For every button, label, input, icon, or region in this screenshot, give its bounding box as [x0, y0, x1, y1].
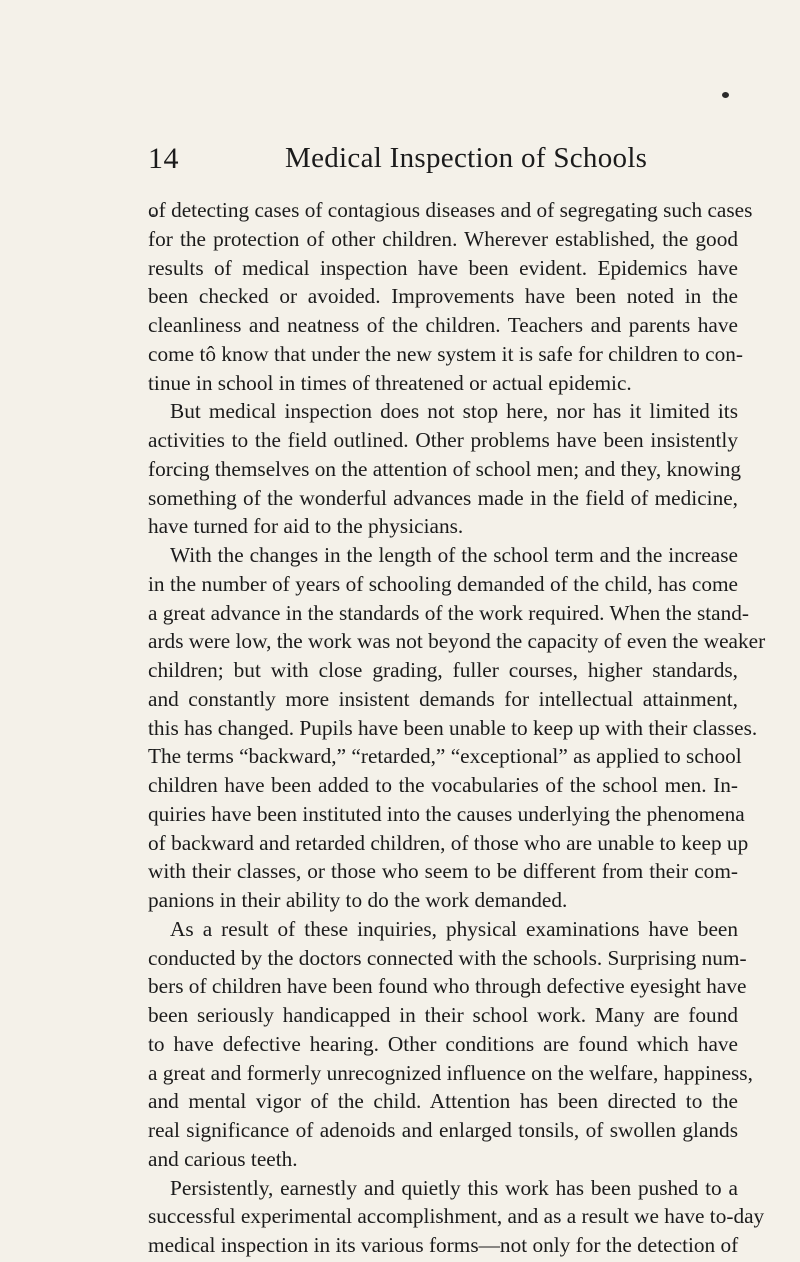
text-line: been seriously handicapped in their school work. Many are found — [148, 1003, 738, 1027]
text-line: of backward and retarded children, of those who are unable to keep up — [148, 830, 749, 855]
body-text — [148, 196, 766, 1260]
text-line: forcing themselves on the attention of school men; and they, knowing — [148, 456, 742, 481]
text-line: with their classes, or those who seem to be different from their com- — [148, 859, 738, 884]
text-line: children; but with close grading, fuller courses, higher standards, — [148, 658, 738, 682]
paragraph — [148, 541, 766, 915]
text-line: and mental vigor of the child. Attention has been directed to the — [148, 1089, 738, 1114]
text-line: something of the wonderful advances made in the field of medicine, — [148, 485, 738, 510]
text-line: medical inspection in its various forms—not only for the detection of — [148, 1233, 739, 1257]
text-line: a great advance in the standards of the work required. When the stand- — [148, 600, 750, 625]
paragraph — [148, 1174, 765, 1260]
paragraph — [148, 196, 753, 397]
text-line: been checked or avoided. Improvements have been noted in the — [148, 284, 738, 309]
text-line: activities to the field outlined. Other problems have been insistently — [148, 428, 738, 452]
ink-speck — [722, 92, 729, 98]
text-line: come tô know that under the new system it is safe for children to con- — [148, 341, 743, 366]
text-line: successful experimental accomplishment, and as a result we have to-day — [148, 1204, 765, 1229]
text-line: The terms “backward,” “retarded,” “exceptional” as applied to school — [148, 744, 742, 769]
running-header — [148, 142, 738, 186]
paragraph — [148, 915, 753, 1174]
text-line: But medical inspection does not stop here, nor has it limited its — [170, 399, 738, 424]
text-line: Persistently, earnestly and quietly this work has been pushed to a — [170, 1175, 738, 1200]
text-line: for the protection of other children. Wherever established, the good — [148, 226, 738, 251]
text-line: conducted by the doctors connected with the schools. Surprising num- — [148, 945, 747, 970]
text-line: tinue in school in times of threatened or actual epidemic. — [148, 370, 632, 395]
text-line: and carious teeth. — [148, 1146, 298, 1171]
text-line: of detecting cases of contagious diseases and of segregating such cases — [148, 198, 753, 222]
paragraph — [148, 397, 742, 541]
text-line: quiries have been instituted into the causes underlying the phenomena — [148, 801, 745, 826]
text-line: As a result of these inquiries, physical examinations have been — [170, 916, 738, 941]
text-line: panions in their ability to do the work demanded. — [148, 888, 568, 912]
text-line: children have been added to the vocabularies of the school men. In- — [148, 773, 738, 797]
text-line: bers of children have been found who through defective eyesight have — [148, 974, 747, 999]
text-line: results of medical inspection have been evident. Epidemics have — [148, 255, 738, 280]
text-line: real significance of adenoids and enlarged tonsils, of swollen glands — [148, 1118, 738, 1142]
text-line: With the changes in the length of the school term and the increase — [170, 543, 738, 567]
text-line: this has changed. Pupils have been unable to keep up with their classes. — [148, 715, 758, 740]
text-line: ards were low, the work was not beyond the capacity of even the weaker — [148, 629, 766, 654]
text-line: and constantly more insistent demands for intellectual attainment, — [148, 686, 738, 711]
text-line: in the number of years of schooling demanded of the child, has come — [148, 571, 738, 596]
text-line: have turned for aid to the physicians. — [148, 514, 464, 539]
text-line: to have defective hearing. Other conditions are found which have — [148, 1031, 738, 1056]
running-title: Medical Inspection of Schools — [285, 142, 648, 174]
text-line: a great and formerly unrecognized influence on the welfare, happiness, — [148, 1060, 753, 1085]
page-number: 14 — [148, 142, 179, 175]
text-line: cleanliness and neatness of the children. Teachers and parents have — [148, 313, 738, 337]
